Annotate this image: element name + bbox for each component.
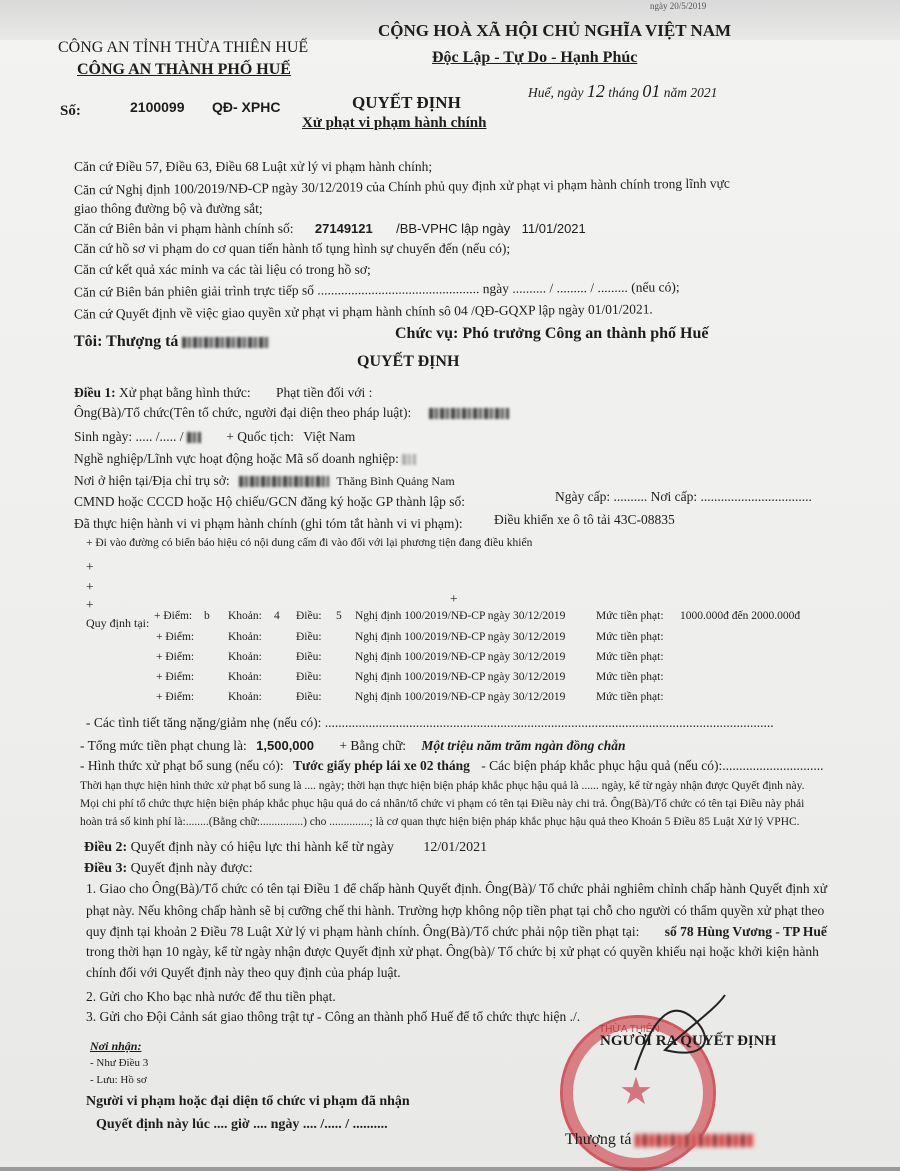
- dieu3-p1: 1. Giao cho Ông(Bà)/Tổ chức có tên tại Điều 1 để chấp hành Quyết định. Ông(Bà)/ Tổ chức phải nghiêm chỉnh chấp hành Quyết định xử: [86, 881, 828, 896]
- reg-row-4-diem-label: + Điểm:: [156, 671, 195, 683]
- so-label: Số:: [60, 103, 81, 119]
- recipient-2: - Lưu: Hồ sơ: [90, 1074, 147, 1086]
- reg-row-5-diem-label: + Điểm:: [156, 691, 195, 703]
- official-name: Tôi: Thượng tá: [74, 334, 270, 350]
- so-code: QĐ- XPHC: [212, 99, 281, 115]
- official-stamp: THỪA THIÊN ★: [560, 1015, 716, 1171]
- reg-row-5-fine-label: Mức tiền phạt:: [596, 691, 664, 703]
- motto: Độc Lập - Tự Do - Hạnh Phúc: [432, 49, 638, 66]
- basis-2: Căn cứ Nghị định 100/2019/NĐ-CP ngày 30/12/2019 của Chính phủ quy định xử phạt vi phạm hành chính trong lĩnh vực: [73, 175, 730, 198]
- reg-row-3-diem-label: + Điểm:: [156, 651, 195, 663]
- small-1: Thời hạn thực hiện hình thức xử phạt bổ sung là .... ngày; thời hạn thực hiện biện pháp khắc phục hậu quả là ...... ngày, kể từ ngày nhận được Quyết định này.: [80, 780, 805, 792]
- reg-row-2-khoan-label: Khoản:: [228, 631, 262, 643]
- doc-subtitle: Xử phạt vi phạm hành chính: [302, 115, 487, 131]
- dieu3-p5: chính đối với Quyết định này theo quy định của pháp luật.: [86, 965, 401, 980]
- violation-detail: + Đi vào đường có biển báo hiệu có nội dung cấm đi vào đối với lại phương tiện đang điều khiển: [86, 537, 533, 549]
- basis-6: Căn cứ kết quả xác minh va các tài liệu có trong hồ sơ;: [74, 262, 371, 277]
- decision-heading: QUYẾT ĐỊNH: [357, 353, 460, 370]
- signature-mark: [625, 990, 735, 1080]
- address-line: Nơi ở hiện tại/Địa chỉ trụ sở: Thăng Bình Quảng Nam: [74, 473, 455, 488]
- dieu3-p3: quy định tại khoản 2 Điều 78 Luật Xử lý vi phạm hành chính. Ông(Bà)/Tổ chức phải nộp tiền phạt tại: số 78 Hùng Vương - TP Huế: [86, 924, 827, 939]
- reg-row-1-diem-value: b: [204, 610, 210, 622]
- recipient-1: - Như Điều 3: [90, 1057, 149, 1069]
- reg-row-5-decree-ref: Nghị định 100/2019/NĐ-CP ngày 30/12/2019: [355, 691, 566, 703]
- quydinh-label: Quy định tại:: [86, 616, 150, 630]
- small-2: Mọi chi phí tổ chức thực hiện biện pháp khắc phục hậu quả do cá nhân/tổ chức vi phạm có tên tại Điều này chi trả. Ông(Bà)/Tổ chức có tên tại Điều này phải: [80, 798, 805, 810]
- plus-3: +: [86, 597, 94, 612]
- reg-row-1-dieu-label: Điều:: [296, 610, 322, 622]
- basis-3: giao thông đường bộ và đường sắt;: [74, 201, 263, 216]
- reg-row-3-fine-label: Mức tiền phạt:: [596, 651, 664, 663]
- reg-row-2-dieu-label: Điều:: [296, 631, 322, 643]
- dieu3-heading: Điều 3: Quyết định này được:: [84, 861, 253, 876]
- dieu2: Điều 2: Quyết định này có hiệu lực thi hành kể từ ngày 12/01/2021: [84, 840, 488, 855]
- so-number: 2100099: [130, 99, 185, 115]
- reg-row-1-diem-label: + Điểm:: [154, 610, 193, 622]
- reg-row-5-khoan-label: Khoản:: [228, 691, 262, 703]
- dieu3-p4: trong thời hạn 10 ngày, kể từ ngày nhận được Quyết định xử phạt. Ông(bà)/ Tổ chức bị xử phạt có quyền khiếu nại hoặc khởi kiện hành: [86, 944, 819, 959]
- basis-1: Căn cứ Điều 57, Điều 63, Điều 68 Luật xử lý vi phạm hành chính;: [74, 159, 433, 174]
- small-3: hoàn trả số kinh phí là:........(Bằng chữ:...............) cho ..............; là cơ quan thực hiện biện pháp khắc phục hậu quả theo Khoản 5 Điều 85 Luật Xử lý VPHC.: [80, 816, 800, 828]
- official-position: Chức vụ: Phó trưởng Công an thành phố Huế: [395, 325, 709, 342]
- basis-7: Căn cứ Biên bản phiên giải trình trực tiếp số ................................................ ngày .......... / ......... / ......... (nếu có);: [73, 279, 680, 300]
- dob-line: Sinh ngày: ..... /..... / + Quốc tịch: Việt Nam: [74, 429, 356, 444]
- reg-row-3-dieu-label: Điều:: [296, 651, 322, 663]
- reg-row-1-fine-label: Mức tiền phạt:: [596, 610, 664, 622]
- recipients-label: Nơi nhận:: [90, 1039, 142, 1053]
- reg-row-3-decree-ref: Nghị định 100/2019/NĐ-CP ngày 30/12/2019: [355, 651, 566, 663]
- reg-row-4-khoan-label: Khoản:: [228, 671, 262, 683]
- plus-2: +: [86, 579, 94, 594]
- circumstances: - Các tình tiết tăng nặng/giảm nhẹ (nếu có): .....................................................................................................................................: [86, 715, 774, 730]
- nation-title: CỘNG HOÀ XÃ HỘI CHỦ NGHĨA VIỆT NAM: [378, 21, 732, 40]
- reg-row-2-diem-label: + Điểm:: [156, 631, 195, 643]
- reg-row-4-decree-ref: Nghị định 100/2019/NĐ-CP ngày 30/12/2019: [355, 671, 566, 683]
- reg-row-5-dieu-label: Điều:: [296, 691, 322, 703]
- reg-row-4-fine-label: Mức tiền phạt:: [596, 671, 664, 683]
- id-line: CMND hoặc CCCD hoặc Hộ chiếu/GCN đăng ký hoặc GP thành lập số:: [74, 494, 465, 509]
- extra-penalty: - Hình thức xử phạt bổ sung (nếu có): Tước giấy phép lái xe 02 tháng - Các biện pháp khắc phục hậu quả (nếu có):..............................: [80, 758, 824, 773]
- violation-label: Đã thực hiện hành vi vi phạm hành chính (ghi tóm tắt hành vi vi phạm):: [74, 516, 463, 531]
- plus-1: +: [86, 559, 94, 574]
- dieu3-p2: phạt này. Nếu không chấp hành sẽ bị cưỡng chế thi hành. Trường hợp không nộp tiền phạt tại chỗ cho người có thẩm quyền xử phạt theo: [86, 903, 825, 918]
- basis-5: Căn cứ hồ sơ vi phạm do cơ quan tiến hành tố tụng hình sự chuyển đến (nếu có);: [74, 241, 511, 256]
- date-day: 12: [586, 81, 605, 101]
- basis-8: Căn cứ Quyết định về việc giao quyền xử phạt vi phạm hành chính sô 04 /QĐ-GQXP lập ngày 01/01/2021.: [73, 301, 653, 322]
- issue-line: Ngày cấp: .......... Nơi cấp: .................................: [555, 489, 812, 504]
- reg-row-1-khoan-label: Khoản:: [228, 610, 262, 622]
- agency-line1: CÔNG AN TỈNH THỪA THIÊN HUẾ: [58, 39, 309, 56]
- reg-row-1-fine-range: 1000.000đ đến 2000.000đ: [680, 610, 801, 622]
- reg-row-2-fine-label: Mức tiền phạt:: [596, 631, 664, 643]
- place-date: Huế, ngày 12 tháng 01 năm 2021: [528, 81, 718, 101]
- occupation-line: Nghề nghiệp/Lĩnh vực hoạt động hoặc Mã số doanh nghiệp:: [74, 452, 416, 466]
- reg-row-1-khoan-value: 4: [274, 610, 280, 622]
- reg-row-4-dieu-label: Điều:: [296, 671, 322, 683]
- signer-name: Thượng tá: [565, 1132, 755, 1148]
- reg-row-1-decree-ref: Nghị định 100/2019/NĐ-CP ngày 30/12/2019: [355, 610, 566, 622]
- reg-row-3-khoan-label: Khoản:: [228, 651, 262, 663]
- date-month: 01: [642, 81, 661, 101]
- corner-note: ngày 20/5/2019: [650, 1, 707, 11]
- reg-row-1-dieu-value: 5: [336, 610, 342, 622]
- basis-4: Căn cứ Biên bản vi phạm hành chính số: 27149121 /BB-VPHC lập ngày 11/01/2021: [74, 221, 586, 236]
- receiver-line1: Người vi phạm hoặc đại diện tổ chức vi phạm đã nhận: [86, 1094, 410, 1109]
- person-label: Ông(Bà)/Tổ chức(Tên tổ chức, người đại diện theo pháp luật):: [74, 406, 509, 420]
- receiver-line2: Quyết định này lúc .... giờ .... ngày .... /..... / ..........: [96, 1117, 388, 1132]
- reg-row-2-decree-ref: Nghị định 100/2019/NĐ-CP ngày 30/12/2019: [355, 631, 566, 643]
- violation-value: Điều khiển xe ô tô tải 43C-08835: [494, 512, 675, 527]
- signer-title: NGƯỜI RA QUYẾT ĐỊNH: [600, 1033, 777, 1049]
- doc-title: QUYẾT ĐỊNH: [352, 93, 461, 112]
- total-line: - Tổng mức tiền phạt chung là: 1,500,000 + Bằng chữ: Một triệu năm trăm ngàn đồng chẵn: [80, 738, 626, 753]
- dieu1-heading: Điều 1: Xử phạt bằng hình thức: Phạt tiền đối với :: [74, 385, 373, 400]
- plus-4: +: [450, 591, 458, 606]
- dieu3-p7: 3. Gửi cho Đội Cảnh sát giao thông trật tự - Công an thành phố Huế để tổ chức thực hiện ./.: [86, 1009, 581, 1024]
- agency-line2: CÔNG AN THÀNH PHỐ HUẾ: [77, 61, 291, 78]
- dieu3-p6: 2. Gửi cho Kho bạc nhà nước để thu tiền phạt.: [86, 989, 336, 1004]
